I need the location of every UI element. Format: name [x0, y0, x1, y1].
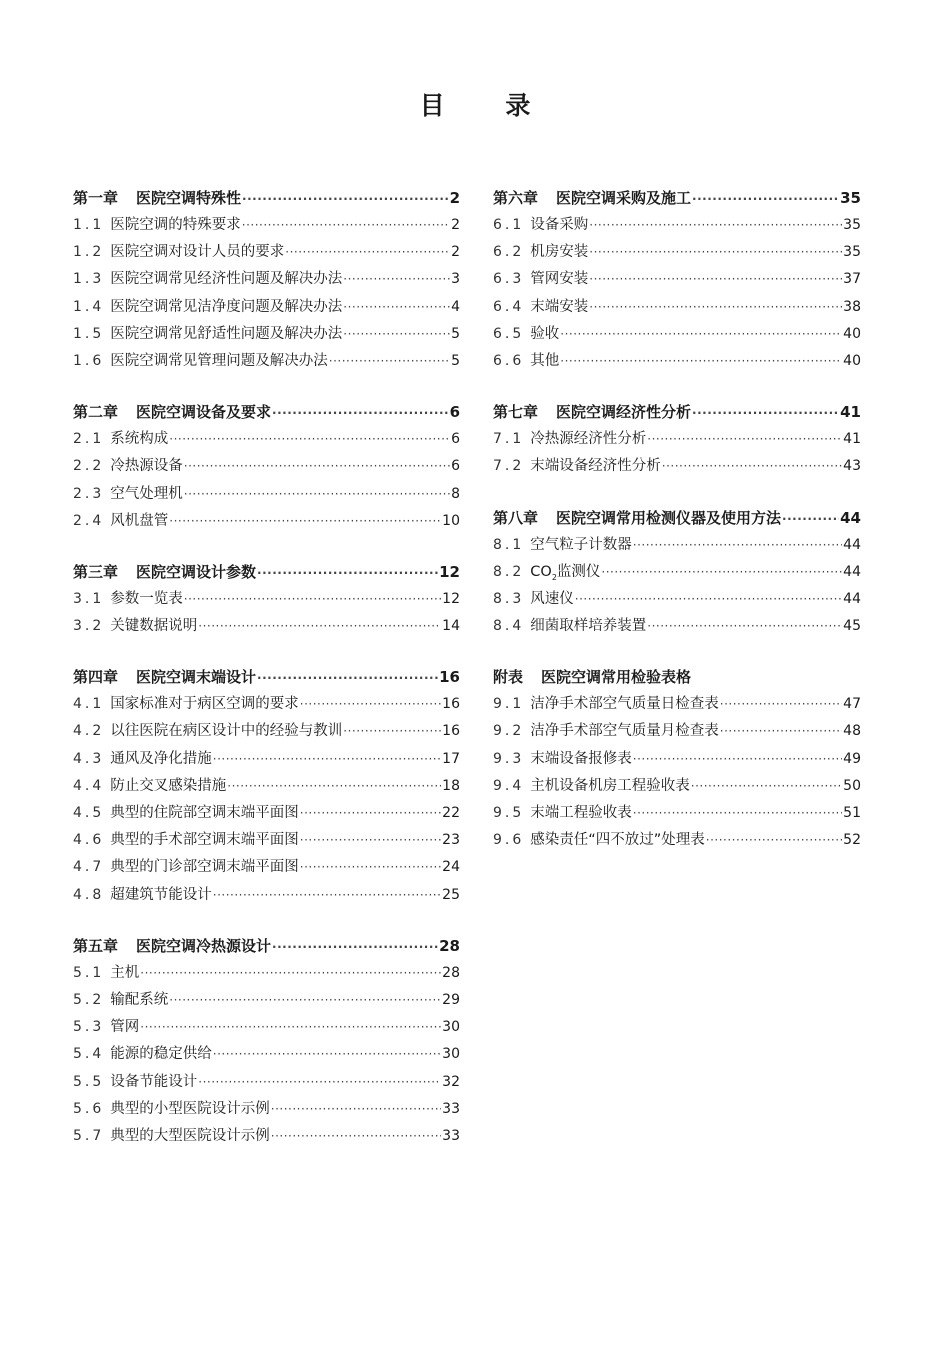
section-title: 超建筑节能设计: [110, 886, 212, 903]
dot-leader: [647, 613, 842, 640]
chapter-block: [493, 399, 861, 480]
section-title: 主机设备机房工程验收表: [530, 777, 690, 794]
section-page-number: 43: [843, 458, 861, 475]
toc-entry[interactable]: [493, 426, 861, 453]
dot-leader: [213, 746, 441, 773]
chapter-name: 医院空调经济性分析: [556, 403, 692, 422]
chapter-number: 第六章: [493, 189, 539, 207]
dot-leader: [257, 665, 438, 692]
dot-leader: [140, 1014, 441, 1041]
chapter-number: 第四章: [73, 668, 119, 687]
section-page-number: 35: [843, 217, 861, 233]
chapter-block: [73, 399, 460, 535]
section-number: 2.4: [73, 512, 105, 529]
chapter-number: 第二章: [73, 403, 119, 422]
section-number: 2.2: [73, 458, 105, 475]
toc-entry[interactable]: [493, 532, 861, 559]
dot-leader: [647, 426, 842, 453]
dot-leader: [692, 186, 839, 213]
section-number: 8.2: [493, 563, 525, 580]
section-page-number: 17: [442, 750, 460, 767]
title-subscript: 2: [551, 572, 557, 582]
dot-leader: [184, 453, 450, 480]
section-title: 典型的住院部空调末端平面图: [110, 805, 299, 821]
chapter-name: 医院空调常用检测仪器及使用方法: [556, 508, 782, 527]
dot-leader: [285, 239, 450, 266]
chapter-number: 第一章: [73, 189, 119, 207]
section-title: 医院空调常见经济性问题及解决办法: [110, 271, 343, 288]
dot-leader: [560, 348, 842, 375]
section-title: 参数一览表: [110, 590, 183, 607]
dot-leader: [271, 1123, 441, 1150]
section-number: 6.6: [493, 352, 525, 369]
section-page-number: 50: [843, 777, 861, 794]
section-title: 空气粒子计数器: [530, 536, 632, 553]
section-page-number: 6: [451, 431, 460, 448]
toc-entry[interactable]: [493, 800, 861, 827]
dot-leader: [692, 400, 839, 427]
dot-leader: [633, 800, 842, 827]
chapter-name: 医院空调设计参数: [136, 562, 257, 581]
section-title: 以往医院在病区设计中的经验与教训: [110, 723, 343, 740]
chapter-heading[interactable]: [493, 664, 861, 691]
dot-leader: [140, 960, 441, 987]
section-title: 医院空调常见舒适性问题及解决办法: [110, 325, 343, 342]
dot-leader: [343, 321, 450, 348]
dot-leader: [242, 212, 450, 239]
dot-leader: [589, 294, 842, 321]
dot-leader: [271, 1096, 441, 1123]
section-title: 验收: [530, 325, 560, 342]
section-number: 1.4: [73, 298, 105, 315]
toc-entry[interactable]: [493, 212, 861, 239]
dot-leader: [601, 559, 842, 586]
section-title: 细菌取样培养装置: [530, 618, 647, 635]
section-page-number: 38: [843, 298, 861, 315]
chapter-heading[interactable]: [73, 664, 460, 691]
chapter-heading[interactable]: [73, 185, 460, 212]
dot-leader: [169, 508, 441, 535]
section-title: 管网安装: [530, 271, 589, 288]
section-page-number: 44: [843, 590, 861, 607]
section-page-number: 16: [442, 723, 460, 740]
dot-leader: [169, 987, 441, 1014]
section-number: 4.4: [73, 777, 105, 794]
section-number: 1.2: [73, 244, 105, 261]
dot-leader: [300, 827, 441, 854]
toc-entry[interactable]: [493, 453, 861, 480]
section-page-number: 44: [843, 536, 861, 553]
section-number: 4.3: [73, 750, 105, 767]
dot-leader: [213, 1041, 441, 1068]
section-page-number: 28: [442, 964, 460, 981]
chapter-name: 医院空调设备及要求: [136, 403, 272, 422]
section-title: 末端设备报修表: [530, 750, 632, 767]
dot-leader: [300, 800, 441, 827]
section-number: 1.6: [73, 352, 105, 369]
section-title: 洁净手术部空气质量日检查表: [530, 696, 719, 713]
section-page-number: 12: [442, 590, 460, 607]
dot-leader: [633, 532, 842, 559]
section-page-number: 6: [451, 458, 460, 475]
section-page-number: 4: [451, 298, 460, 315]
section-page-number: 8: [451, 485, 460, 502]
chapter-page-number: 16: [439, 668, 460, 687]
chapter-block: [493, 664, 861, 854]
section-number: 7.2: [493, 458, 525, 475]
section-page-number: 32: [442, 1073, 460, 1090]
section-number: 6.2: [493, 244, 525, 261]
section-page-number: 30: [442, 1019, 460, 1036]
toc-entry[interactable]: [73, 1123, 460, 1150]
dot-leader: [589, 266, 842, 293]
section-title: 设备采购: [530, 217, 589, 233]
section-page-number: 22: [442, 805, 460, 821]
section-title: 洁净手术部空气质量月检查表: [530, 723, 719, 740]
section-page-number: 5: [451, 352, 460, 369]
toc-entry[interactable]: [73, 1014, 460, 1041]
toc-entry[interactable]: [73, 987, 460, 1014]
chapter-page-number: 2: [449, 189, 460, 207]
section-number: 9.6: [493, 832, 525, 849]
dot-leader: [720, 691, 842, 718]
toc-entry[interactable]: [493, 773, 861, 800]
chapter-number: 第三章: [73, 562, 119, 581]
chapter-block: [73, 664, 460, 909]
section-number: 7.1: [493, 431, 525, 448]
chapter-heading[interactable]: [73, 933, 460, 960]
chapter-name: 医院空调采购及施工: [556, 189, 692, 207]
section-title: 主机: [110, 964, 140, 981]
section-page-number: 49: [843, 750, 861, 767]
section-title: 国家标准对于病区空调的要求: [110, 696, 299, 713]
chapter-block: [493, 185, 861, 375]
section-title: 管网: [110, 1019, 140, 1036]
dot-leader: [169, 426, 450, 453]
section-number: 9.3: [493, 750, 525, 767]
chapter-heading[interactable]: [493, 399, 861, 426]
dot-leader: [329, 348, 450, 375]
dot-leader: [720, 718, 842, 745]
section-number: 2.1: [73, 431, 105, 448]
section-page-number: 14: [442, 618, 460, 635]
section-page-number: 3: [451, 271, 460, 288]
section-number: 9.1: [493, 696, 525, 713]
chapter-number: 第七章: [493, 403, 539, 422]
toc-entry[interactable]: [493, 266, 861, 293]
toc-entry[interactable]: [73, 266, 460, 293]
toc-entry[interactable]: [73, 773, 460, 800]
section-number: 5.2: [73, 991, 105, 1008]
section-title: 典型的小型医院设计示例: [110, 1100, 270, 1117]
chapter-heading[interactable]: [73, 559, 460, 586]
section-number: 5.1: [73, 964, 105, 981]
toc-entry[interactable]: [73, 1069, 460, 1096]
section-page-number: 45: [843, 618, 861, 635]
dot-leader: [257, 560, 438, 587]
dot-leader: [213, 882, 441, 909]
page-title: 目 录: [419, 91, 557, 120]
section-number: 8.3: [493, 590, 525, 607]
section-number: 1.1: [73, 217, 105, 233]
section-title: 机房安装: [530, 244, 589, 261]
section-number: 8.1: [493, 536, 525, 553]
dot-leader: [184, 586, 441, 613]
toc-entry[interactable]: [73, 1096, 460, 1123]
section-page-number: 40: [843, 352, 861, 369]
dot-leader: [691, 773, 842, 800]
section-number: 6.1: [493, 217, 525, 233]
dot-leader: [198, 613, 441, 640]
section-page-number: 10: [442, 512, 460, 529]
toc-entry[interactable]: [493, 321, 861, 348]
section-page-number: 33: [442, 1100, 460, 1117]
section-title: 输配系统: [110, 991, 169, 1008]
chapter-name: 医院空调冷热源设计: [136, 936, 272, 955]
section-title: 关键数据说明: [110, 618, 198, 635]
toc-entry[interactable]: [493, 613, 861, 640]
section-number: 4.6: [73, 832, 105, 849]
section-page-number: 37: [843, 271, 861, 288]
toc-left-column: [73, 185, 460, 1174]
toc-entry[interactable]: [73, 321, 460, 348]
toc-entry[interactable]: [493, 294, 861, 321]
section-number: 5.6: [73, 1100, 105, 1117]
dot-leader: [300, 854, 441, 881]
section-title: 医院空调常见洁净度问题及解决办法: [110, 298, 343, 315]
section-page-number: 2: [451, 244, 460, 261]
section-page-number: 41: [843, 431, 861, 448]
chapter-block: [73, 933, 460, 1150]
section-number: 9.2: [493, 723, 525, 740]
section-page-number: 51: [843, 805, 861, 821]
toc-entry[interactable]: [73, 882, 460, 909]
toc-entry[interactable]: [73, 426, 460, 453]
chapter-number: 第五章: [73, 936, 119, 955]
section-page-number: 25: [442, 886, 460, 903]
dot-leader: [343, 718, 441, 745]
chapter-number: 附表: [493, 668, 524, 687]
section-title: 系统构成: [110, 431, 169, 448]
section-title: 感染责任“四不放过”处理表: [530, 832, 705, 849]
dot-leader: [198, 1069, 441, 1096]
section-title: 典型的手术部空调末端平面图: [110, 832, 299, 849]
toc-entry[interactable]: [493, 827, 861, 854]
dot-leader: [589, 239, 842, 266]
toc-entry[interactable]: [73, 453, 460, 480]
chapter-page-number: 12: [439, 562, 460, 581]
section-title: 末端工程验收表: [530, 805, 632, 821]
chapter-name: 医院空调常用检验表格: [541, 668, 692, 687]
toc-entry[interactable]: [493, 718, 861, 745]
title-main: CO: [530, 563, 552, 580]
toc-entry[interactable]: [73, 348, 460, 375]
section-page-number: 52: [843, 832, 861, 849]
dot-leader: [560, 321, 842, 348]
section-number: 4.1: [73, 696, 105, 713]
section-title: 医院空调的特殊要求: [110, 217, 241, 233]
section-title: 空气处理机: [110, 485, 183, 502]
toc-entry[interactable]: [73, 586, 460, 613]
chapter-heading[interactable]: [73, 399, 460, 426]
section-page-number: 44: [843, 563, 861, 580]
toc-entry[interactable]: [73, 746, 460, 773]
toc-entry[interactable]: [73, 960, 460, 987]
section-title: 风速仪: [530, 590, 574, 607]
section-page-number: 47: [843, 696, 861, 713]
section-page-number: 29: [442, 991, 460, 1008]
dot-leader: [343, 266, 450, 293]
title-rest: 监测仪: [556, 563, 601, 580]
chapter-page-number: 44: [840, 508, 861, 527]
chapter-heading[interactable]: [493, 185, 861, 212]
section-title: 医院空调对设计人员的要求: [110, 244, 285, 261]
section-number: 6.3: [493, 271, 525, 288]
section-title: 通风及净化措施: [110, 750, 212, 767]
section-title: 典型的门诊部空调末端平面图: [110, 859, 299, 876]
section-number: 2.3: [73, 485, 105, 502]
section-page-number: 30: [442, 1046, 460, 1063]
section-number: 8.4: [493, 618, 525, 635]
toc-entry[interactable]: [73, 718, 460, 745]
section-page-number: 2: [451, 217, 460, 233]
chapter-block: [493, 505, 861, 641]
section-title: 医院空调常见管理问题及解决办法: [110, 352, 328, 369]
dot-leader: [272, 934, 438, 961]
chapter-heading[interactable]: [493, 505, 861, 532]
toc-entry[interactable]: [493, 559, 861, 586]
section-title: 能源的稳定供给: [110, 1046, 212, 1063]
section-number: 4.7: [73, 859, 105, 876]
section-title: 冷热源设备: [110, 458, 183, 475]
section-number: 1.5: [73, 325, 105, 342]
section-title: 防止交叉感染措施: [110, 777, 227, 794]
section-page-number: 18: [442, 777, 460, 794]
section-number: 5.3: [73, 1019, 105, 1036]
chapter-page-number: 28: [439, 936, 460, 955]
toc-entry[interactable]: [73, 854, 460, 881]
toc-entry[interactable]: [493, 746, 861, 773]
chapter-name: 医院空调特殊性: [136, 189, 242, 207]
section-number: 3.2: [73, 618, 105, 635]
chapter-block: [73, 559, 460, 640]
section-number: 4.5: [73, 805, 105, 821]
toc-entry[interactable]: [73, 239, 460, 266]
section-number: 3.1: [73, 590, 105, 607]
toc-entry[interactable]: [493, 586, 861, 613]
section-title: 其他: [530, 352, 560, 369]
section-title: 末端安装: [530, 298, 589, 315]
dot-leader: [184, 481, 450, 508]
toc-entry[interactable]: [73, 212, 460, 239]
section-number: 6.4: [493, 298, 525, 315]
section-page-number: 35: [843, 244, 861, 261]
section-number: 5.5: [73, 1073, 105, 1090]
dot-leader: [242, 186, 449, 213]
section-title: 风机盘管: [110, 512, 169, 529]
toc-entry[interactable]: [73, 613, 460, 640]
dot-leader: [706, 827, 842, 854]
section-number: 5.7: [73, 1127, 105, 1144]
section-page-number: 40: [843, 325, 861, 342]
toc-entry[interactable]: [73, 800, 460, 827]
toc-entry[interactable]: [493, 239, 861, 266]
toc-entry[interactable]: [73, 691, 460, 718]
toc-entry[interactable]: [73, 294, 460, 321]
section-number: 5.4: [73, 1046, 105, 1063]
toc-entry[interactable]: [73, 481, 460, 508]
section-number: 1.3: [73, 271, 105, 288]
chapter-number: 第八章: [493, 508, 539, 527]
section-page-number: 48: [843, 723, 861, 740]
section-title: 设备节能设计: [110, 1073, 198, 1090]
section-page-number: 16: [442, 696, 460, 713]
toc-right-column: [493, 185, 861, 878]
chapter-page-number: 41: [840, 403, 861, 422]
section-number: 6.5: [493, 325, 525, 342]
section-page-number: 23: [442, 832, 460, 849]
dot-leader: [575, 586, 842, 613]
chapter-block: [73, 185, 460, 375]
dot-leader: [782, 506, 839, 533]
section-page-number: 5: [451, 325, 460, 342]
chapter-page-number: 6: [449, 403, 460, 422]
dot-leader: [300, 691, 441, 718]
dot-leader: [633, 746, 842, 773]
chapter-name: 医院空调末端设计: [136, 668, 257, 687]
dot-leader: [662, 453, 842, 480]
section-title: 冷热源经济性分析: [530, 431, 647, 448]
chapter-page-number: 35: [840, 189, 861, 207]
section-number: 9.5: [493, 805, 525, 821]
section-page-number: 33: [442, 1127, 460, 1144]
dot-leader: [343, 294, 450, 321]
toc-entry[interactable]: [493, 348, 861, 375]
toc-entry[interactable]: [73, 827, 460, 854]
section-page-number: 24: [442, 859, 460, 876]
dot-leader: [272, 400, 449, 427]
dot-leader: [227, 773, 441, 800]
section-title: 末端设备经济性分析: [530, 458, 661, 475]
section-number: 4.2: [73, 723, 105, 740]
section-number: 4.8: [73, 886, 105, 903]
section-title: 典型的大型医院设计示例: [110, 1127, 270, 1144]
dot-leader: [589, 212, 842, 239]
section-number: 9.4: [493, 777, 525, 794]
toc-entry[interactable]: [73, 1041, 460, 1068]
toc-entry[interactable]: [73, 508, 460, 535]
toc-entry[interactable]: [493, 691, 861, 718]
